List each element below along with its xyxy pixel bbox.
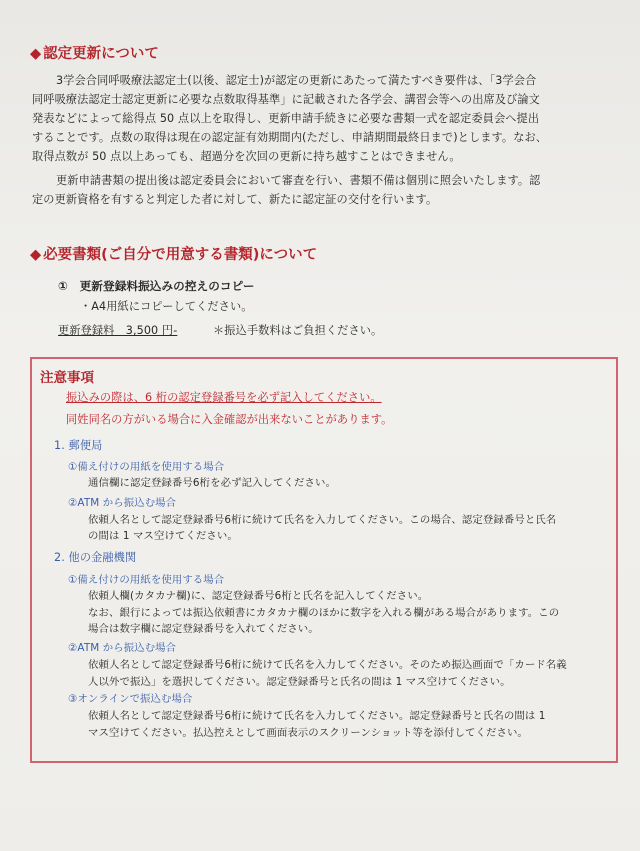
notice-warning-2: 同姓同名の方がいる場合に入金確認が出来ないことがあります。 <box>66 413 393 426</box>
section-2b-line-2: 人以外で振込」を選択してください。認定登録番号と氏名の間は 1 マス空けてください。 <box>88 676 511 688</box>
section-2a-title: ①備え付けの用紙を使用する場合 <box>68 574 225 586</box>
documents-heading <box>30 243 317 264</box>
renewal-line-2: 同呼吸療法認定士認定更新に必要な点数取得基準」に記載された各学会、講習会等への出席及び論文 <box>32 93 540 106</box>
renewal-p2-line-1: 更新申請書類の提出後は認定委員会において審査を行い、書類不備は個別に照会いたします。認 <box>56 174 541 187</box>
section-1b-line-1: 依頼人名として認定登録番号6桁に続けて氏名を入力してください。この場合、認定登録番号と氏名 <box>88 514 557 526</box>
doc-item-1-title: ① 更新登録料振込みの控えのコピー <box>58 279 255 293</box>
diamond-icon: ◆ <box>30 46 42 62</box>
section-2c-title: ③オンラインで振込む場合 <box>68 693 193 705</box>
section-2b-line-1: 依頼人名として認定登録番号6桁に続けて氏名を入力してください。そのため振込画面で「カード名義 <box>88 659 567 671</box>
documents-heading-text: 必要書類(ご自分で用意する書類)について <box>43 247 318 263</box>
section-1-title: 1. 郵便局 <box>54 439 103 452</box>
renewal-line-5: 取得点数が 50 点以上あっても、超過分を次回の更新に持ち越すことはできません。 <box>32 150 461 163</box>
section-2c-line-2: マス空けてください。払込控えとして画面表示のスクリーンショット等を添付してください。 <box>88 727 528 739</box>
section-2c-line-1: 依頼人名として認定登録番号6桁に続けて氏名を入力してください。認定登録番号と氏名の間は 1 <box>88 710 546 722</box>
renewal-heading <box>30 42 159 63</box>
section-2a-line-3: 場合は数字欄に認定登録番号を入れてください。 <box>88 623 319 635</box>
section-1b-title: ②ATM から振込む場合 <box>68 497 177 509</box>
section-2a-line-1: 依頼人欄(カタカナ欄)に、認定登録番号6桁と氏名を記入してください。 <box>88 590 429 602</box>
notice-warning-1: 振込みの際は、6 桁の認定登録番号を必ず記入してください。 <box>66 391 382 404</box>
fee-note: ＊振込手数料はご負担ください。 <box>213 324 383 337</box>
section-2b-title: ②ATM から振込む場合 <box>68 642 177 654</box>
diamond-icon: ◆ <box>30 247 42 263</box>
section-1a-line-1: 通信欄に認定登録番号6桁を必ず記入してください。 <box>88 477 336 489</box>
section-2a-line-2: なお、銀行によっては振込依頼書にカタカナ欄のほかに数字を入れる欄がある場合があります。この <box>88 607 560 619</box>
renewal-line-4: することです。点数の取得は現在の認定証有効期間内(ただし、申請期間最終日まで)とします。なお、 <box>32 131 548 144</box>
renewal-line-1: 3学会合同呼吸療法認定士(以後、認定士)が認定の更新にあたって満たすべき要件は、「3学会合 <box>56 74 537 87</box>
section-1a-title: ①備え付けの用紙を使用する場合 <box>68 461 225 473</box>
renewal-line-3: 発表などによって総得点 50 点以上を取得し、更新申請手続きに必要な書類一式を認定委員会へ提出 <box>32 112 540 125</box>
section-2-title: 2. 他の金融機関 <box>54 551 137 564</box>
section-1b-line-2: の間は 1 マス空けてください。 <box>88 530 238 542</box>
renewal-p2-line-2: 定の更新資格を有すると判定した者に対して、新たに認定証の交付を行います。 <box>32 193 438 206</box>
notice-title: 注意事項 <box>40 370 94 386</box>
renewal-heading-text: 認定更新について <box>43 46 159 62</box>
doc-item-1-note: ・A4用紙にコピーしてください。 <box>80 300 253 313</box>
fee-amount: 更新登録料 3,500 円- <box>58 324 178 337</box>
